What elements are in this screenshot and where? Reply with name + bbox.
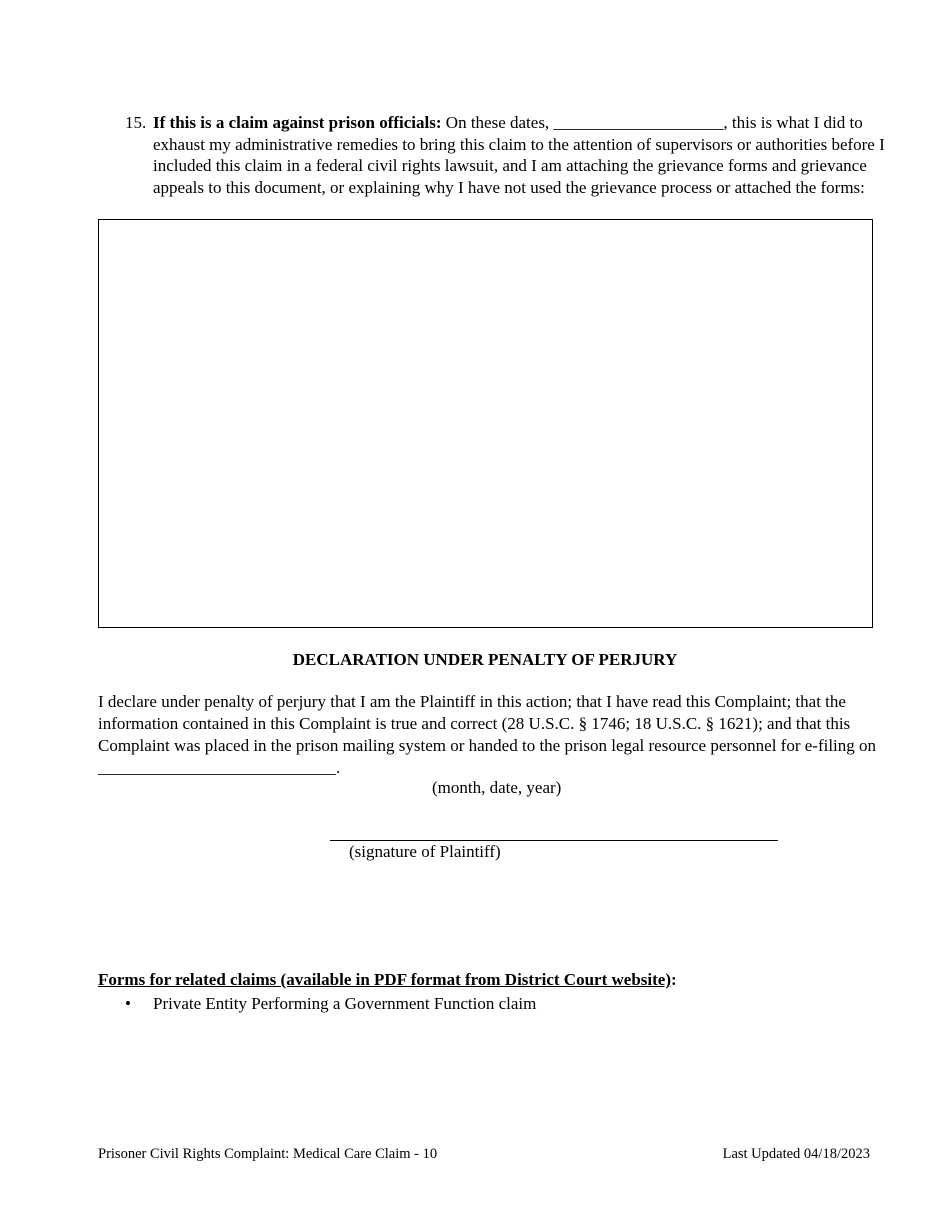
page-footer <box>98 1146 870 1163</box>
exhaustion-answer-box[interactable] <box>98 219 873 628</box>
footer-left: Prisoner Civil Rights Complaint: Medical Care Claim - 10 <box>98 1146 438 1162</box>
date-caption: (month, date, year) <box>432 778 562 797</box>
item-15 <box>125 112 885 198</box>
forms-heading-suffix: : <box>670 970 677 989</box>
bullet-icon: • <box>125 994 131 1013</box>
item-15-bold-lead: If this is a claim against prison officials: <box>153 113 442 132</box>
item-15-text <box>153 112 885 198</box>
item-number: 15. <box>125 113 147 132</box>
forms-list <box>125 994 536 1014</box>
forms-heading <box>98 970 677 990</box>
signature-line[interactable] <box>330 840 778 841</box>
footer-right: Last Updated 04/18/2023 <box>722 1146 870 1162</box>
list-item <box>125 994 536 1014</box>
signature-caption: (signature of Plaintiff) <box>349 842 501 861</box>
forms-heading-text: Forms for related claims (available in PDF format from District Court website) <box>98 970 671 989</box>
declaration-heading: DECLARATION UNDER PENALTY OF PERJURY <box>292 650 678 669</box>
item-15-body: On these dates, ____________________, this is what I did to exhaust my administrative remedies to bring this claim to the attention of supervisors or authorities before I included this claim in a federal civil rights lawsuit, and I am attaching the grievance forms and grievance appeals to this document, or explaining why I have not used the grievance process or attached the forms: <box>153 113 885 197</box>
declaration-text: I declare under penalty of perjury that I am the Plaintiff in this action; that I have read this Complaint; that the information contained in this Complaint is true and correct (28 U.S.C. § 1746; 18 U.S.C. § 1621); and that this Complaint was placed in the prison mailing system or handed to the prison legal resource personnel for e-filing on ____________________________. <box>98 692 877 777</box>
list-item-label: Private Entity Performing a Government Function claim <box>153 994 537 1013</box>
